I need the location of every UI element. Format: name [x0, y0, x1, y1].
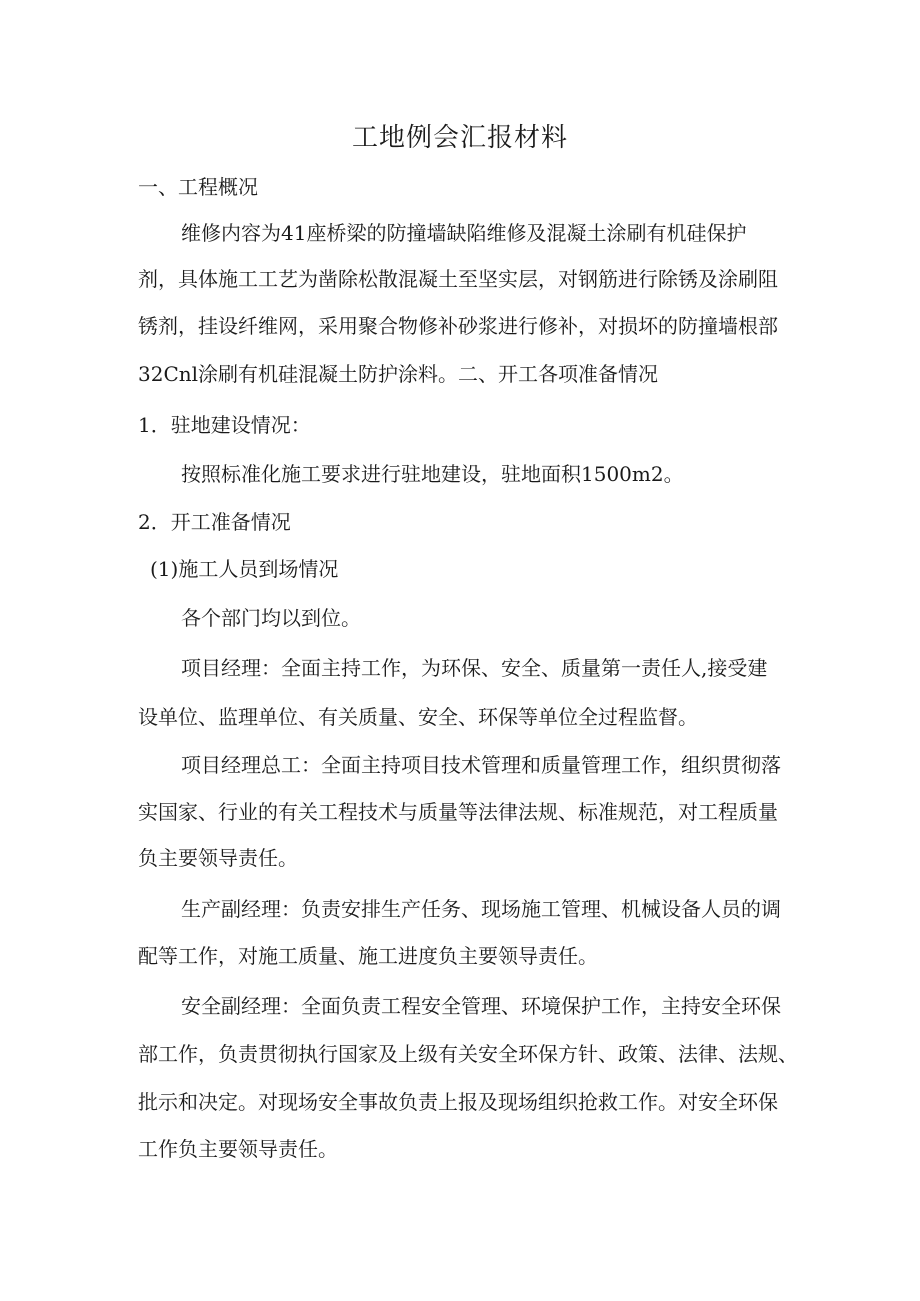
- paragraph-line: 工作负主要领导责任。: [138, 1137, 338, 1161]
- paragraph-line: 配等工作，对施工质量、施工进度负主要领导责任。: [138, 944, 598, 968]
- paragraph-line: 部工作，负责贯彻执行国家及上级有关安全环保方针、政策、法律、法规、: [138, 1042, 798, 1066]
- paragraph-line: 剂，具体施工工艺为凿除松散混凝土至坚实层，对钢筋进行除锈及涂刷阻: [138, 267, 778, 291]
- paragraph-line: 32Cnl涂刷有机硅混凝土防护涂料。二、开工各项准备情况: [138, 362, 659, 386]
- section-heading-overview: 一、工程概况: [138, 175, 258, 199]
- paragraph-line: 项目经理总工：全面主持项目技术管理和质量管理工作，组织贯彻落: [181, 753, 781, 777]
- subsection-heading-camp: 1．驻地建设情况：: [138, 413, 311, 437]
- document-title: 工地例会汇报材料: [351, 123, 568, 153]
- paragraph-line: 锈剂，挂设纤维网，采用聚合物修补砂浆进行修补，对损坏的防撞墙根部: [138, 314, 778, 338]
- paragraph-line: 安全副经理：全面负责工程安全管理、环境保护工作，主持安全环保: [181, 994, 781, 1018]
- subsection-heading-preparation: 2．开工准备情况: [138, 510, 291, 534]
- paragraph-line: 按照标准化施工要求进行驻地建设，驻地面积1500m2。: [181, 462, 684, 486]
- paragraph-line: 负主要领导责任。: [138, 846, 298, 870]
- paragraph-line: 各个部门均以到位。: [181, 606, 361, 630]
- paragraph-line: 生产副经理：负责安排生产任务、现场施工管理、机械设备人员的调: [181, 897, 781, 921]
- paragraph-line: 设单位、监理单位、有关质量、安全、环保等单位全过程监督。: [138, 705, 698, 729]
- paragraph-line: 维修内容为41座桥梁的防撞墙缺陷维修及混凝土涂刷有机硅保护: [181, 221, 747, 245]
- paragraph-line: 实国家、行业的有关工程技术与质量等法律法规、标准规范，对工程质量: [138, 800, 778, 824]
- paragraph-line: 项目经理：全面主持工作，为环保、安全、质量第一责任人,接受建: [181, 656, 768, 680]
- paragraph-line: 批示和决定。对现场安全事故负责上报及现场组织抢救工作。对安全环保: [138, 1090, 778, 1114]
- subsection-item-staff: (1)施工人员到场情况: [150, 557, 339, 581]
